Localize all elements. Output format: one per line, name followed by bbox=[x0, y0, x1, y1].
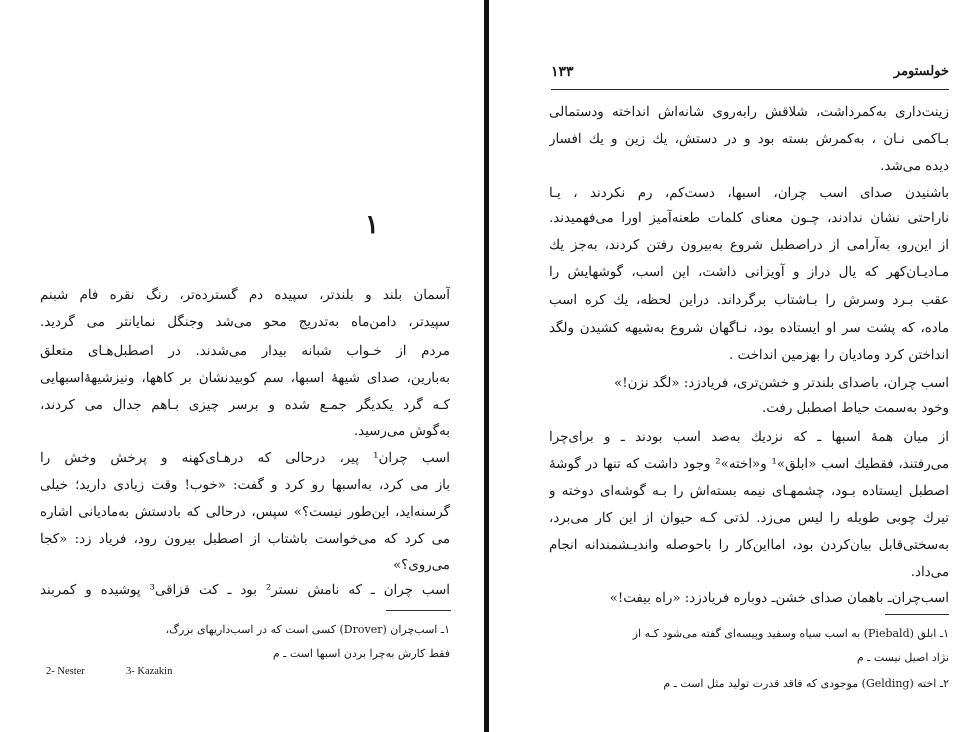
text-line: وخود به‌سمت حیاط اصطبل رفت. bbox=[762, 401, 949, 416]
footnote-rule bbox=[885, 614, 949, 615]
text-line: اسب چران ـ که نامش نستر² بود ـ کت قزاقی³ پوشیده و کمربند bbox=[40, 583, 450, 598]
footnote-line: نژاد اصیل نیست ـ م bbox=[856, 651, 949, 664]
text-line: اسب‌چران‌ـ باهمان صدای خشن‌ـ دوباره فریادزد: «راه بیفت!» bbox=[609, 591, 949, 606]
text-line: می‌داد. bbox=[910, 565, 949, 580]
right-page bbox=[489, 0, 977, 732]
text-line: گرسنه‌اید، این‌طور نیست؟» سپس، درحالی که بادستش به‌مادیانی اشاره bbox=[40, 505, 450, 520]
footnote-latin-nester: 2- Nester bbox=[46, 666, 85, 677]
text-line: انداختن کرد ومادیان را بهزمین انداخت . bbox=[728, 348, 949, 363]
text-line: می کرد که می‌خواست باشتاب از اصطبل بیرون رود، فریاد زد: «کجا bbox=[40, 532, 450, 547]
footnote-line: ۲ـ اخته (Gelding) موجودی که فاقد قدرت تولید مثل است ـ م bbox=[663, 677, 949, 690]
chapter-number: ۱ bbox=[365, 210, 379, 240]
footnote-line: فقط کارش به‌چرا بردن اسبها است ـ م bbox=[272, 647, 450, 660]
left-page bbox=[0, 0, 485, 732]
text-line: بـاکمی نـان ، به‌کمرش بسته بود و در دستش، یك زین و یك افسار bbox=[549, 132, 949, 147]
text-line: از این‌رو، به‌آرامی از دراصطبل شروع به‌بیرون رفتن کردند، به‌جز یك bbox=[549, 238, 949, 253]
footnote-rule bbox=[386, 610, 451, 611]
footnote-line: ۱ـ ابلق (Piebald) به اسب سیاه وسفید وپیسه‌ای گفته می‌شود کـه از bbox=[632, 627, 949, 640]
footnote-line: ۱ـ اسب‌چران (Drover) کسی است که در اسب‌داریهای بزرگ، bbox=[165, 623, 450, 636]
text-line: مـادیـان‌کهر که یال دراز و آویزانی داشت، این اسب، گوشهایش را bbox=[549, 265, 949, 280]
text-line: تیرك چوبی طویله را لیس می‌زد. لذتی کـه حیوان از این کار می‌برد، bbox=[549, 511, 949, 526]
text-line: می‌رفتند، فقطیك اسب «ابلق»¹ و«اخته»² وجود داشت که تنها در گوشهٔ bbox=[549, 457, 949, 472]
footnote-latin-kazakin: 3- Kazakin bbox=[126, 666, 173, 677]
text-line: اصطبل ایستاده بـود، چشمهـای نیمه بسته‌اش را بـه گوشه‌ای دوخته و bbox=[549, 484, 949, 499]
text-line: به‌گوش می‌رسید. bbox=[353, 424, 450, 439]
running-header bbox=[551, 64, 949, 86]
header-rule bbox=[551, 89, 949, 90]
text-line: باز می کرد، به‌اسبها رو کرد و گفت: «خوب! وقت زیادی دارید؛ خیلی bbox=[40, 478, 450, 493]
text-line: کـه گرد یکدیگر جمـع شده و برسر چیزی بـاهم جدال می کردند، bbox=[40, 398, 450, 413]
text-line: عقب بـرد وسرش را بـاشتاب برگرداند. دراین لحظه، یك کره اسب bbox=[549, 293, 949, 308]
text-line: ماده، که پشت سر او ایستاده بود، نـاگهان شروع به‌شیهه کشیدن ولگد bbox=[549, 321, 949, 336]
text-line: مردم از خـواب شبانه بیدار می‌شدند. در اصطبل‌هـای متعلق bbox=[40, 344, 450, 359]
text-line: می‌روی؟» bbox=[392, 558, 450, 573]
text-line: از میان همهٔ اسبها ـ که نزدیك به‌صد اسب بودند ـ و برای‌چرا bbox=[549, 430, 949, 445]
text-line: زینت‌داری به‌کمرداشت، شلاقش رابه‌روی شانه‌اش انداخته ودستمالی bbox=[549, 105, 949, 120]
text-line: دیده می‌شد. bbox=[880, 159, 949, 174]
running-header-title: خولستومر bbox=[893, 64, 949, 79]
text-line: سپیدتر، دامن‌ماه به‌تدریج محو می‌شد وجنگل نمایانتر می گردید. bbox=[40, 315, 450, 330]
text-line: آسمان بلند و بلندتر، سپیده دم گسترده‌تر، رنگ نقره فام شبنم bbox=[40, 288, 450, 303]
text-line: به‌سختی‌قابل بیان‌کردن بود، امااین‌کار را باحوصله واندیـشمندانه انجام bbox=[549, 538, 949, 553]
text-line: اسب چران¹ پیر، درحالی که درهـای‌کهنه و پرخش وخش را bbox=[40, 451, 450, 466]
text-line: به‌بارین، صدای شیههٔ اسبها، سم کوبیدنشان بر کاهها، ونیزشیههٔ‌اسبهایی bbox=[40, 371, 450, 386]
text-line: اسب چران، باصدای بلندتر و خشن‌تری، فریادزد: «لگد نزن!» bbox=[614, 376, 949, 391]
text-line: ناراحتی نشان ندادند، چـون معنای کلمات طعنه‌آمیز اورا می‌فهمیدند. bbox=[549, 211, 949, 226]
page-number: ۱۳۳ bbox=[551, 64, 574, 80]
text-line: باشنیدن صدای اسب چران، اسبها، دست‌کم، رم نکردند ، یـا bbox=[549, 186, 949, 201]
